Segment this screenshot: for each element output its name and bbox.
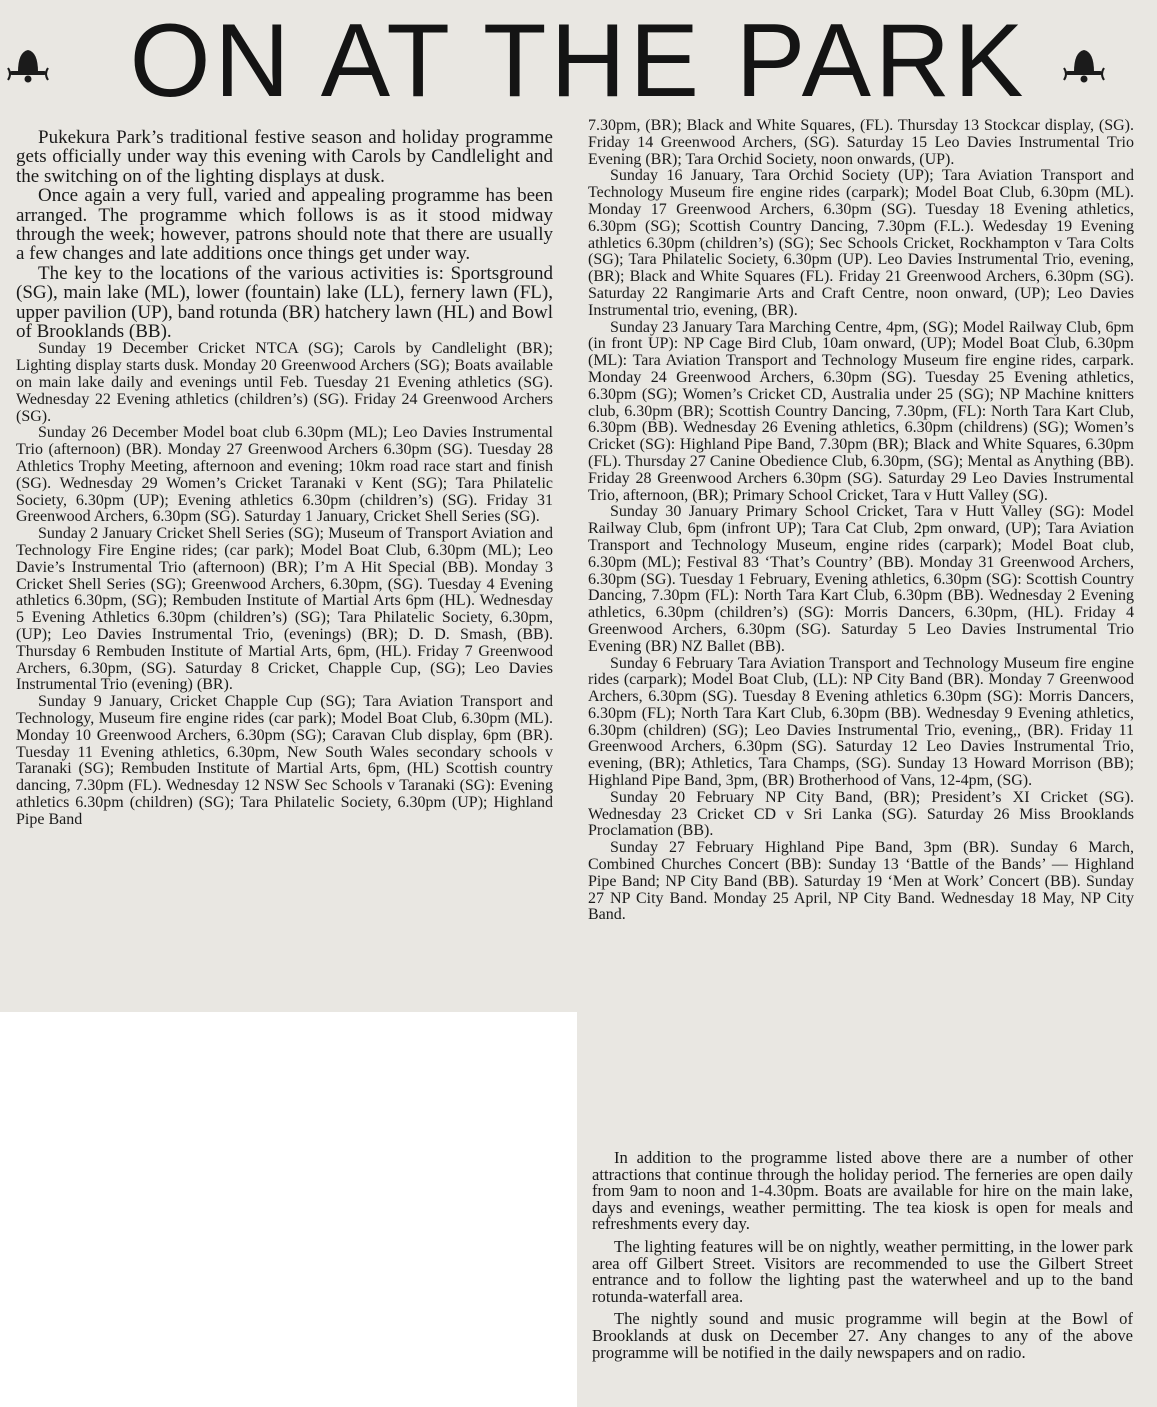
closing-paragraph: The lighting features will be on nightly, weather permitting, in the lower park area off Gilbert Street. Visitors are recommended to use the Gilbert Street entrance and to follow the lighting past the waterwheel and up to the band rotunda-waterfall area. [592, 1236, 1133, 1306]
schedule-paragraph: Sunday 30 January Primary School Cricket, Tara v Hutt Valley (SG): Model Railway Club, 6pm (infront UP); Tara Cat Club, 2pm onward, (UP); Tara Aviation Transport and Technology Museum, engine rides (carpark); Model Boat club, 6.30pm (ML); Festival 83 ‘That’s Country’ (BB). Monday 31 Greenwood Archers, 6.30pm (SG). Tuesday 1 February, Evening athletics, 6.30pm (SG): Scottish Country Dancing, 7.30pm (FL): North Tara Kart Club, 6.30pm (BB). Wednesday 2 Evening athletics, 6.30pm (children’s) (SG): Morris Dancers, 6.30pm, (HL). Friday 4 Greenwood Archers, 6.30pm (SG). Saturday 5 Leo Davies Instrumental Trio Evening (BR) NZ Ballet (BB). [588, 503, 1134, 655]
schedule-paragraph: Sunday 16 January, Tara Orchid Society (UP); Tara Aviation Transport and Technology Museum fire engine rides (carpark); Model Boat Club, 6.30pm (ML). Monday 17 Greenwood Archers, 6.30pm (SG). Tuesday 18 Evening athletics, 6.30pm (SG); Scottish Country Dancing, 7.30pm (F.L.). Wedesday 19 Evening athletics 6.30pm (children’s) (SG); Sec Schools Cricket, Rockhampton v Tara Colts (SG); Tara Philatelic Society, 6.30pm (UP). Leo Davies Instrumental Trio, evening, (BR); Black and White Squares (FL). Friday 21 Greenwood Archers, 6.30pm (SG). Saturday 22 Rangimarie Arts and Craft Centre, noon onward, (UP); Leo Davies Instrumental trio, evening, (BR). [588, 167, 1134, 319]
schedule-paragraph: Sunday 20 February NP City Band, (BR); President’s XI Cricket (SG). Wednesday 23 Cricket CD v Sri Lanka (SG). Saturday 26 Miss Brooklands Proclamation (BB). [588, 788, 1134, 840]
schedule-paragraph: Sunday 27 February Highland Pipe Band, 3pm (BR). Sunday 6 March, Combined Churches Concert (BB): Sunday 13 ‘Battle of the Bands’ — Highland Pipe Band; NP City Band (BB). Saturday 19 ‘Men at Work’ Concert (BB). Sunday 27 NP City Band. Monday 25 April, NP City Band. Wednesday 18 May, NP City Band. [588, 839, 1134, 924]
schedule-paragraph: Sunday 9 January, Cricket Chapple Cup (SG); Tara Aviation Transport and Technology, Museum fire engine rides (car park); Model Boat Club, 6.30pm (ML). Monday 10 Greenwood Archers, 6.30pm (SG); Caravan Club display, 6pm (BR). Tuesday 11 Evening athletics, 6.30pm, New South Wales secondary schools v Taranaki (SG); Rembuden Institute of Martial Arts, 6pm, (HL) Scottish country dancing, 7.30pm (FL). Wednesday 12 NSW Sec Schools v Taranaki (SG): Evening athletics 6.30pm (children) (SG); Tara Philatelic Society, 6.30pm (UP); Highland Pipe Band [16, 693, 553, 828]
intro-paragraph: Once again a very full, varied and appealing programme has been arranged. The programme which follows is as it stood midway through the week; however, patrons should note that there are usually a few changes and late additions once things get under way. [16, 185, 553, 265]
schedule-paragraph: Sunday 2 January Cricket Shell Series (SG); Museum of Transport Aviation and Technology Fire Engine rides; (car park); Model Boat Club, 6.30pm (ML); Leo Davie’s Instrumental Trio (afternoon) (BR); I’m A Hit Special (BB). Monday 3 Cricket Shell Series (SG); Greenwood Archers, 6.30pm, (SG). Tuesday 4 Evening athletics 6.30pm, (SG); Rembuden Institute of Martial Arts 6pm (HL). Wednesday 5 Evening Athletics 6.30pm (children’s) (SG); Tara Philatelic Society, 6.30pm, (UP); Leo Davies Instrumental Trio, (evenings) (BR); D. D. Smash, (BB). Thursday 6 Rembuden Institute of Martial Arts, 6pm, (HL). Friday 7 Greenwood Archers, 6.30pm, (SG). Saturday 8 Cricket, Chapple Cup, (SG); Leo Davies Instrumental Trio (evening) (BR). [16, 525, 553, 694]
closing-paragraph: In addition to the programme listed above there are a number of other attractions that continue through the holiday period. The ferneries are open daily from 9am to noon and 1-4.30pm. Boats are available for hire on the main lake, days and evenings, weather permitting. The tea kiosk is open for meals and refreshments every day. [592, 1150, 1133, 1234]
schedule-paragraph: Sunday 6 February Tara Aviation Transport and Technology Museum fire engine rides (carpark); Model Boat Club, (LL): NP City Band (BR). Monday 7 Greenwood Archers, 6.30pm (SG). Tuesday 8 Evening athletics 6.30pm (SG): Morris Dancers, 6.30pm (FL); North Tara Kart Club, 6.30pm (BB). Wednesday 9 Evening athletics, 6.30pm (children) (SG); Leo Davies Instrumental Trio, evening,, (BR). Friday 11 Greenwood Archers, 6.30pm (SG). Saturday 12 Leo Davies Instrumental Trio, evening, (BR); Athletics, Tara Champs, (SG). Sunday 13 Howard Morrison (BB); Highland Pipe Band, 3pm, (BR) Brotherhood of Vans, 12-4pm, (SG). [588, 654, 1134, 790]
headline: ON AT THE PARK [129, 3, 1028, 119]
intro-paragraph: Pukekura Park’s traditional festive season and holiday programme gets officially under way this evening with Carols by Candlelight and the switching on of the lighting displays at dusk. [16, 128, 553, 187]
right-column [588, 118, 1134, 1148]
closing-notes [592, 1150, 1133, 1390]
schedule-paragraph: Sunday 23 January Tara Marching Centre, 4pm, (SG); Model Railway Club, 6pm (in front UP): NP Cage Bird Club, 10am onward, (UP); Model Boat Club, 6.30pm (ML): Tara Aviation Transport and Technology Museum fire engine rides, carpark. Monday 24 Greenwood Archers, 6.30pm (SG). Tuesday 25 Evening athletics, 6.30pm (SG); Women’s Cricket CD, Australia under 25 (SG); NP Machine knitters club, 6.30pm (BR); Scottish Country Dancing, 7.30pm, (FL): North Tara Kart Club, 6.30pm (BB). Wednesday 26 Evening athletics, 6.30pm (childrens) (SG); Women’s Cricket (SG): Highland Pipe Band, 7.30pm (BR); Black and White Squares, 6.30pm (FL). Thursday 27 Canine Obedience Club, 6.30pm, (SG); Mental as Anything (BB). Friday 28 Greenwood Archers 6.30pm (SG). Saturday 29 Leo Davies Instrumental Trio, afternoon, (BR); Primary School Cricket, Tara v Hutt Valley (SG). [588, 318, 1134, 504]
schedule-paragraph: 7.30pm, (BR); Black and White Squares, (FL). Thursday 13 Stockcar display, (SG). Friday 14 Greenwood Archers, (SG). Saturday 15 Leo Davies Instrumental Trio Evening (BR); Tara Orchid Society, noon onwards, (UP). [588, 118, 1134, 168]
closing-paragraph: The nightly sound and music programme will begin at the Bowl of Brooklands at dusk on December 27. Any changes to any of the above programme will be notified in the daily newspapers and on radio. [592, 1309, 1133, 1362]
schedule-paragraph: Sunday 19 December Cricket NTCA (SG); Carols by Candlelight (BR); Lighting display starts dusk. Monday 20 Greenwood Archers (SG); Boats available on main lake daily and evenings until Feb. Tuesday 21 Evening athletics (SG). Wednesday 22 Evening athletics (children’s) (SG). Friday 24 Greenwood Archers (SG). [16, 340, 553, 425]
schedule-paragraph: Sunday 26 December Model boat club 6.30pm (ML); Leo Davies Instrumental Trio (afternoon) (BR). Monday 27 Greenwood Archers 6.30pm (SG). Tuesday 28 Athletics Trophy Meeting, afternoon and evening; 10km road race start and finish (SG). Wednesday 29 Women’s Cricket Taranaki v Kent (SG); Tara Philatelic Society, 6.30pm (UP); Evening athletics 6.30pm (children’s) (SG). Friday 31 Greenwood Archers, 6.30pm (SG). Saturday 1 January, Cricket Shell Series (SG). [16, 424, 553, 526]
location-key-paragraph: The key to the locations of the various activities is: Sportsground (SG), main lake (ML), lower (fountain) lake (LL), fernery lawn (FL), upper pavilion (UP), band rotunda (BR) hatchery lawn (HL) and Bowl of Brooklands (BB). [16, 262, 553, 343]
left-column [16, 128, 553, 1008]
